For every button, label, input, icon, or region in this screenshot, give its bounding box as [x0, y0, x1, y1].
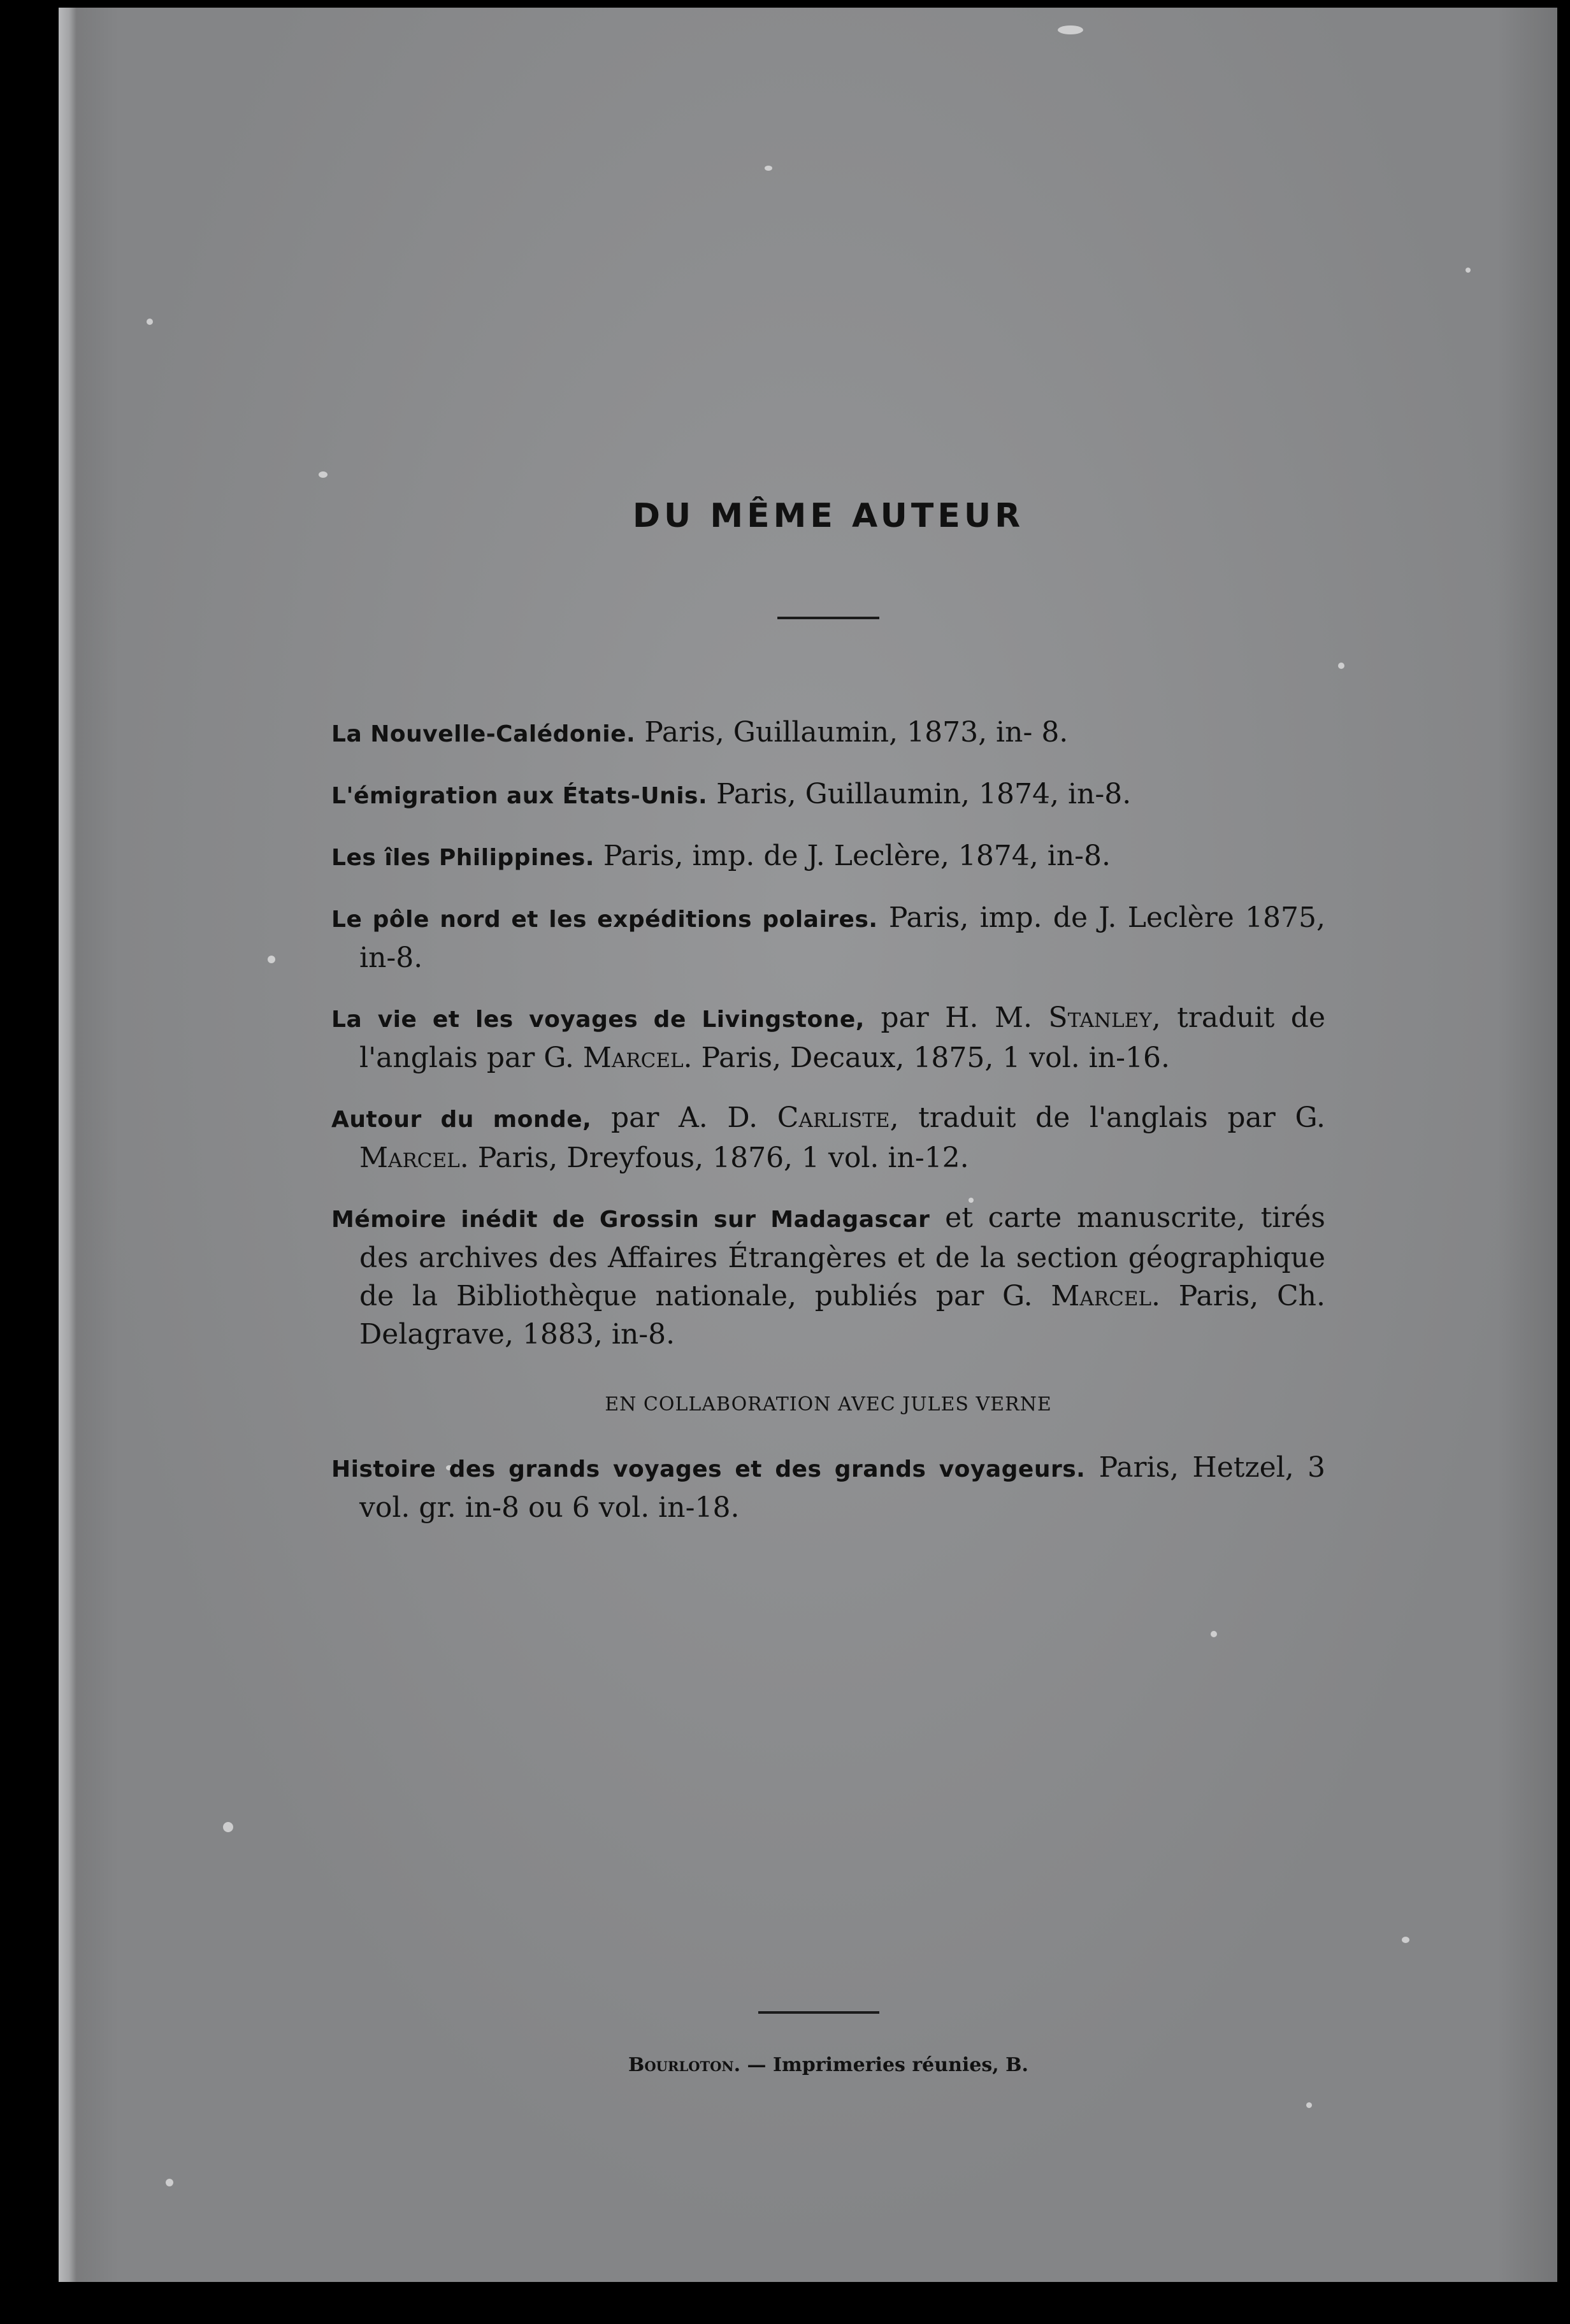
speck	[1211, 1631, 1217, 1637]
work-details: Paris, imp. de J. Leclère 1875, in-8.	[359, 901, 1325, 974]
speck	[147, 319, 153, 325]
work-details: . Paris, Decaux, 1875, 1 vol. in-16.	[683, 1042, 1170, 1074]
work-title: L'émigration aux États-Unis.	[331, 783, 708, 809]
work-details: . Paris, Dreyfous, 1876, 1 vol. in-12.	[459, 1142, 969, 1174]
translator-name: Marcel	[582, 1042, 684, 1074]
bibliography-entry	[331, 999, 1325, 1077]
bibliography-entry	[331, 714, 1325, 754]
work-title: La Nouvelle-Calédonie.	[331, 721, 636, 747]
bibliography-entry	[331, 775, 1325, 815]
bibliography-list	[331, 714, 1325, 1549]
page-title: DU MÊME AUTEUR	[632, 497, 1025, 535]
bibliography-entry	[331, 1099, 1325, 1177]
work-details: et carte manuscrite, tirés des archives des Affaires Étrangères et de la section géographique de la Bibliothèque nationale, publiés par G.	[359, 1201, 1325, 1312]
work-details: , traduit de l'anglais par G.	[889, 1101, 1326, 1134]
work-title: Les îles Philippines.	[331, 845, 594, 871]
work-title: Autour du monde,	[331, 1107, 592, 1133]
paper-edge	[59, 8, 76, 2282]
title-rule	[777, 617, 879, 619]
bibliography-entry	[331, 1449, 1325, 1527]
speck	[765, 166, 772, 171]
speck	[1058, 25, 1083, 34]
speck	[268, 956, 275, 963]
author-name: Stanley	[1048, 1001, 1152, 1034]
speck	[166, 2179, 173, 2186]
work-title: Histoire des grands voyages et des grands voyageurs.	[331, 1456, 1086, 1482]
work-details: , traduit de l'anglais par G.	[359, 1001, 1325, 1074]
speck	[319, 471, 328, 478]
translator-name: Marcel	[359, 1142, 460, 1174]
work-title: La vie et les voyages de Livingstone,	[331, 1007, 865, 1033]
printer-imprint	[331, 2054, 1325, 2076]
speck	[1338, 663, 1344, 669]
speck	[223, 1822, 233, 1832]
work-title: Le pôle nord et les expéditions polaires.	[331, 907, 878, 933]
author-name: Carliste	[777, 1101, 890, 1134]
footer-rule	[758, 2011, 879, 2014]
printer-details: . — Imprimeries réunies, B.	[733, 2054, 1028, 2076]
work-details: Paris, imp. de J. Leclère, 1874, in-8.	[594, 840, 1111, 872]
work-details: Paris, Guillaumin, 1874, in-8.	[707, 778, 1132, 810]
work-details: par A. D.	[591, 1101, 777, 1134]
bibliography-entry	[331, 899, 1325, 977]
work-details: par H. M.	[864, 1001, 1049, 1034]
speck	[1402, 1937, 1409, 1943]
work-title: Mémoire inédit de Grossin sur Madagascar	[331, 1207, 930, 1233]
printer-name: Bourloton	[628, 2054, 734, 2076]
work-details: Paris, Guillaumin, 1873, in- 8.	[635, 716, 1069, 749]
speck	[1466, 268, 1471, 273]
translator-name: Marcel	[1051, 1280, 1152, 1312]
collaboration-heading: EN COLLABORATION AVEC JULES VERNE	[605, 1393, 1052, 1416]
work-details: . Paris, Ch. Delagrave, 1883, in-8.	[359, 1280, 1326, 1351]
bibliography-entry	[331, 837, 1325, 877]
bibliography-entry	[331, 1199, 1325, 1354]
work-details: Paris, Hetzel, 3 vol. gr. in-8 ou 6 vol. in-18.	[359, 1451, 1326, 1524]
speck	[1306, 2102, 1312, 2108]
